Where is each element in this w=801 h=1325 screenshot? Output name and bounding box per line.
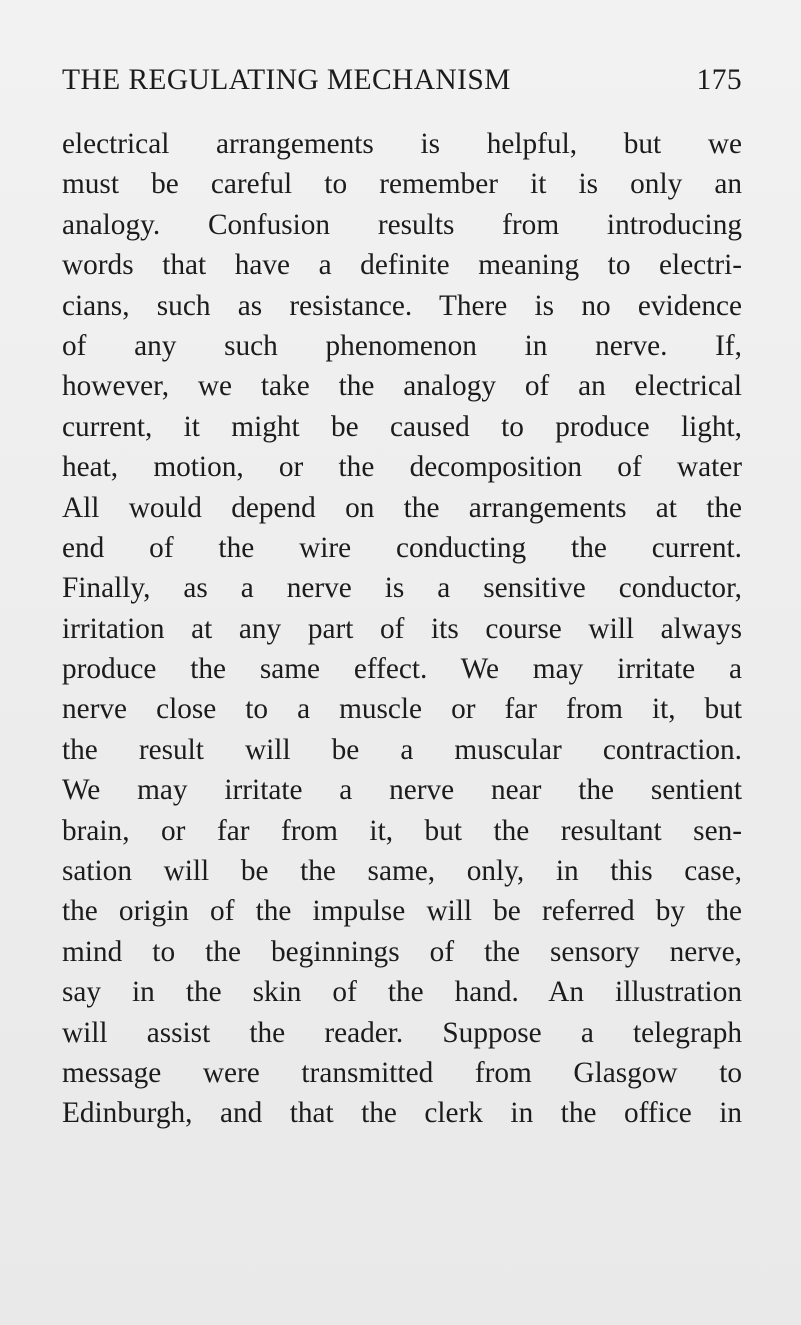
text-line: nerve close to a muscle or far from it, but <box>62 693 742 726</box>
chapter-title: THE REGULATING MECHANISM <box>62 64 511 96</box>
text-line: however, we take the analogy of an electrical <box>62 370 742 403</box>
text-line: must be careful to remember it is only an <box>62 168 742 201</box>
text-line: sation will be the same, only, in this case, <box>62 855 742 888</box>
text-line: will assist the reader. Suppose a telegraph <box>62 1016 742 1049</box>
text-line: cians, such as resistance. There is no evidence <box>62 289 742 322</box>
text-line: Edinburgh, and that the clerk in the office in <box>62 1097 742 1130</box>
text-line: say in the skin of the hand. An illustration <box>62 976 742 1009</box>
text-line: brain, or far from it, but the resultant sen- <box>62 814 742 847</box>
text-line: Finally, as a nerve is a sensitive conductor, <box>62 572 742 605</box>
text-line: irritation at any part of its course will always <box>62 612 742 645</box>
text-line: All would depend on the arrangements at the <box>62 491 742 524</box>
page-number: 175 <box>696 64 742 96</box>
text-line: mind to the beginnings of the sensory nerve, <box>62 935 742 968</box>
text-line: message were transmitted from Glasgow to <box>62 1056 742 1089</box>
text-line: the origin of the impulse will be referred by the <box>62 895 742 928</box>
text-line: analogy. Confusion results from introducing <box>62 208 742 241</box>
body-text <box>62 124 742 1134</box>
text-line: the result will be a muscular contraction. <box>62 733 742 766</box>
text-line: heat, motion, or the decomposition of water <box>62 451 742 484</box>
running-head <box>62 64 742 102</box>
text-line: current, it might be caused to produce light, <box>62 410 742 443</box>
text-line: of any such phenomenon in nerve. If, <box>62 329 742 362</box>
text-line: We may irritate a nerve near the sentient <box>62 774 742 807</box>
text-line: produce the same effect. We may irritate a <box>62 653 742 686</box>
text-line: end of the wire conducting the current. <box>62 531 742 564</box>
text-line: electrical arrangements is helpful, but we <box>62 128 742 160</box>
text-line: words that have a definite meaning to electri- <box>62 249 742 282</box>
